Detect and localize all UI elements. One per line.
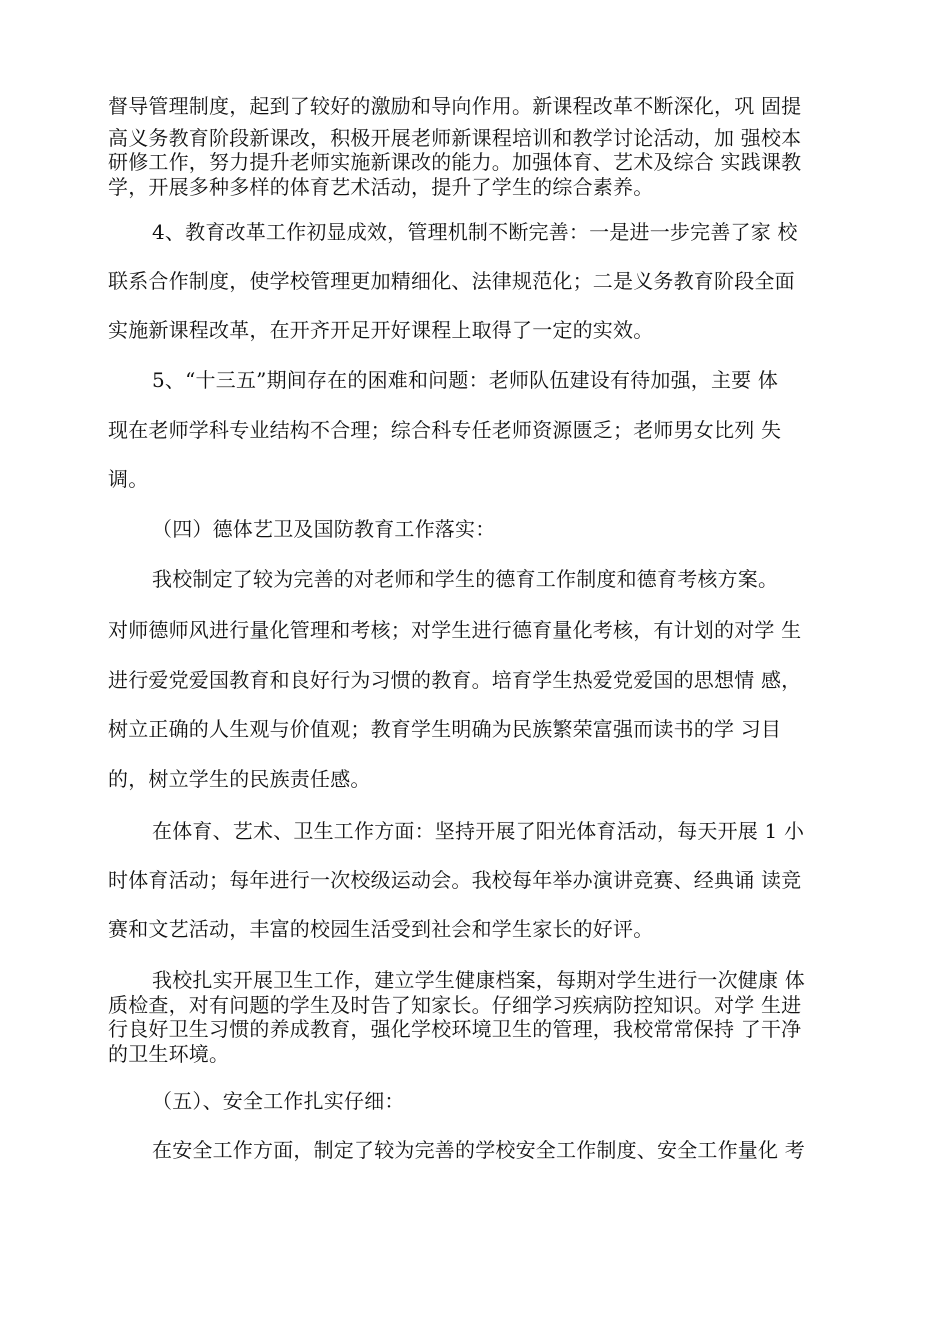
paragraph-7-line-1: 我校扎实开展卫生工作，建立学生健康档案，每期对学生进行一次健康 体 — [152, 968, 805, 992]
paragraph-9-line-1: 在安全工作方面，制定了较为完善的学校安全工作制度、安全工作量化 考 — [152, 1138, 805, 1162]
paragraph-2-line-2: 联系合作制度，使学校管理更加精细化、法律规范化；二是义务教育阶段全面 — [108, 269, 795, 293]
paragraph-1-line-3: 研修工作，努力提升老师实施新课改的能力。加强体育、艺术及综合 实践课教 — [108, 150, 802, 174]
paragraph-3-line-2: 现在老师学科专业结构不合理；综合科专任老师资源匮乏；老师男女比列 失 — [108, 418, 782, 442]
paragraph-5-line-5: 的，树立学生的民族责任感。 — [108, 767, 371, 791]
paragraph-1-line-2: 高义务教育阶段新课改，积极开展老师新课程培训和教学讨论活动，加 强校本 — [108, 126, 802, 150]
paragraph-5-line-2: 对师德师风进行量化管理和考核；对学生进行德育量化考核，有计划的对学 生 — [108, 618, 802, 642]
paragraph-2-line-1: 4、教育改革工作初显成效，管理机制不断完善：一是进一步完善了家 校 — [152, 220, 798, 244]
paragraph-5-line-4: 树立正确的人生观与价值观；教育学生明确为民族繁荣富强而读书的学 习目 — [108, 717, 782, 741]
paragraph-5-line-3: 进行爱党爱国教育和良好行为习惯的教育。培育学生热爱党爱国的思想情 感， — [108, 668, 802, 692]
paragraph-7-line-2: 质检查，对有问题的学生及时告了知家长。仔细学习疾病防控知识。对学 生进 — [108, 993, 802, 1017]
paragraph-3-line-1: 5、“十三五”期间存在的困难和问题：老师队伍建设有待加强，主要 体 — [152, 368, 779, 392]
paragraph-5-line-1: 我校制定了较为完善的对老师和学生的德育工作制度和德育考核方案。 — [152, 567, 779, 591]
paragraph-6-line-2: 时体育活动；每年进行一次校级运动会。我校每年举办演讲竞赛、经典诵 读竞 — [108, 868, 802, 892]
paragraph-6-line-3: 赛和文艺活动，丰富的校园生活受到社会和学生家长的好评。 — [108, 917, 654, 941]
paragraph-7-line-3: 行良好卫生习惯的养成教育，强化学校环境卫生的管理，我校常常保持 了干净 — [108, 1017, 802, 1041]
paragraph-1-line-1: 督导管理制度，起到了较好的激励和导向作用。新课程改革不断深化，巩 固提 — [108, 94, 802, 118]
paragraph-7-line-4: 的卫生环境。 — [108, 1042, 230, 1066]
paragraph-3-line-3: 调。 — [108, 467, 149, 491]
section-heading-5: （五）、安全工作扎实仔细： — [152, 1089, 405, 1113]
paragraph-2-line-3: 实施新课程改革，在开齐开足开好课程上取得了一定的实效。 — [108, 318, 654, 342]
paragraph-6-line-1: 在体育、艺术、卫生工作方面：坚持开展了阳光体育活动，每天开展 1 小 — [152, 819, 805, 843]
section-heading-4: （四）德体艺卫及国防教育工作落实： — [152, 517, 496, 541]
paragraph-1-line-4: 学，开展多种多样的体育艺术活动，提升了学生的综合素养。 — [108, 175, 654, 199]
